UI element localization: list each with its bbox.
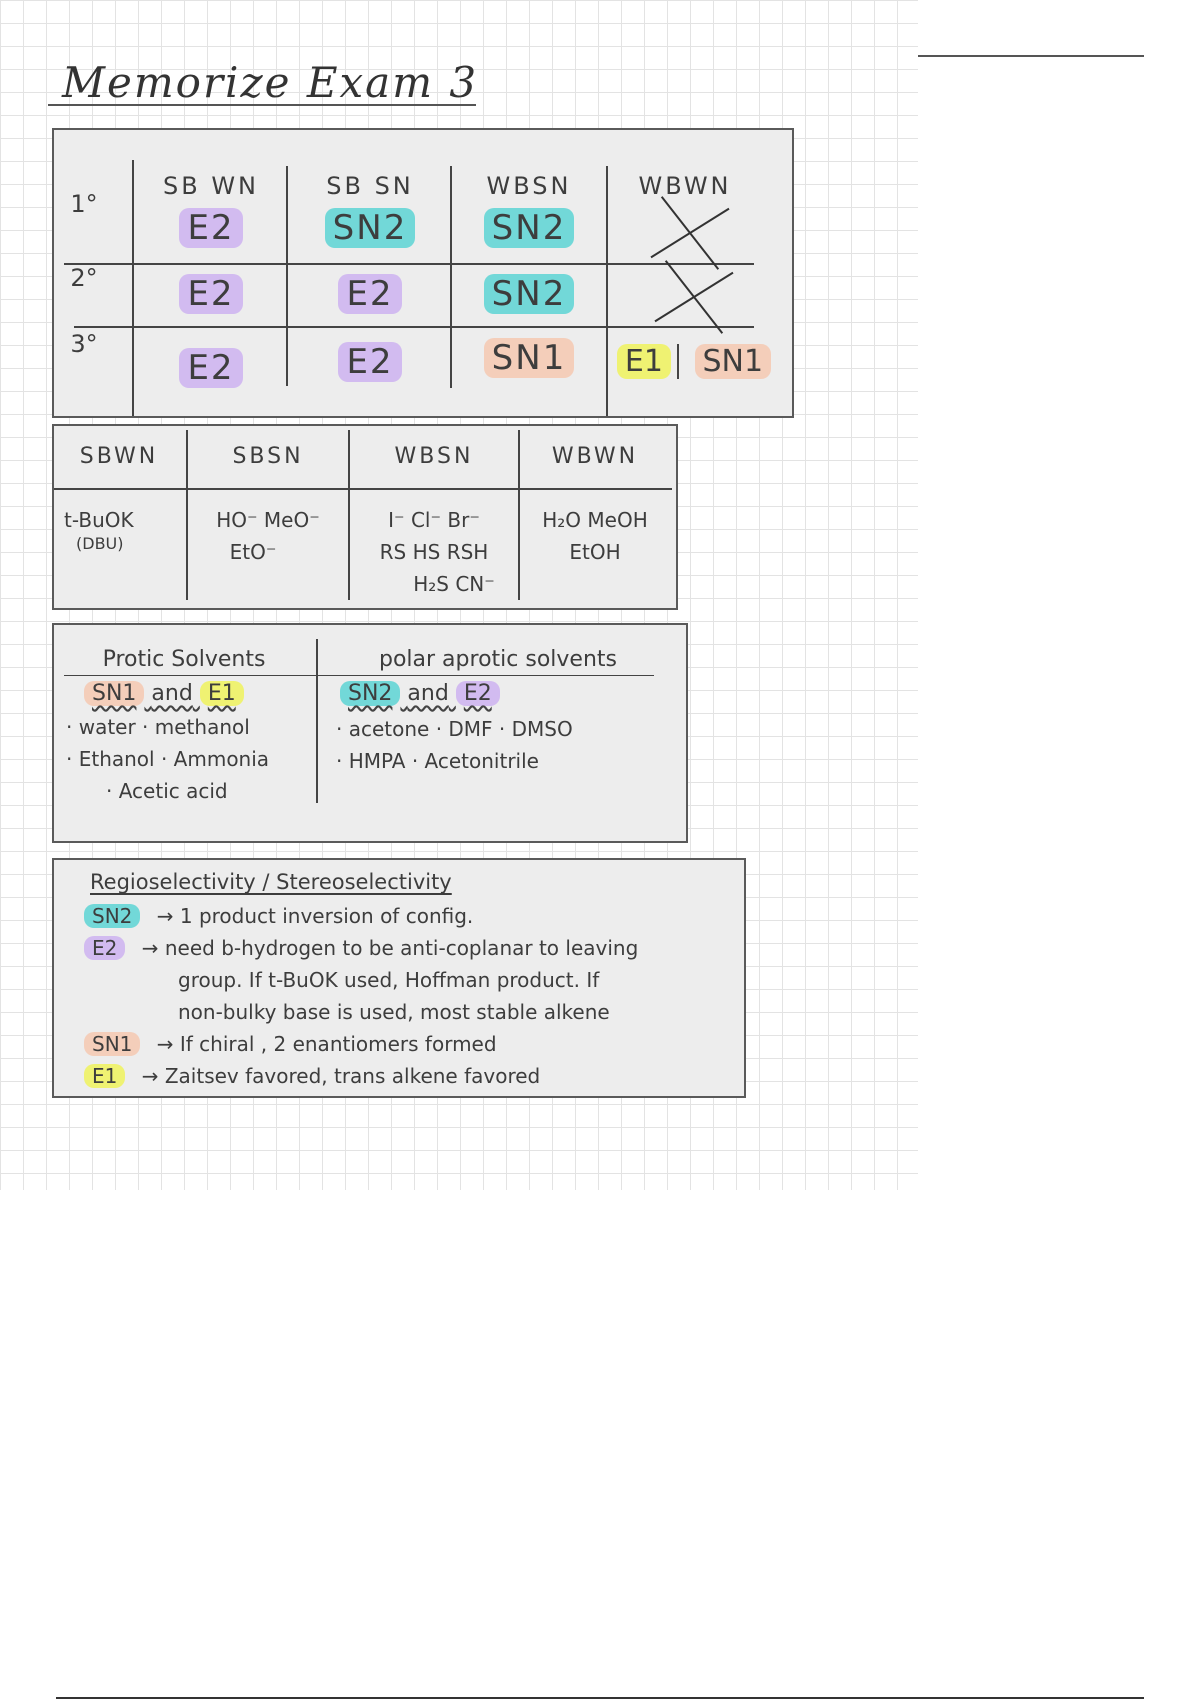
tag-sn1: SN1 [84, 1032, 140, 1056]
t2-header-wbwn: WBWN [551, 444, 639, 469]
cell-1-wbsn: SN2 [484, 208, 575, 248]
t1-header-sbsn: SB SN [326, 172, 414, 200]
t2-header-sbsn: SBSN [232, 444, 304, 469]
selectivity-line: non-bulky base is used, most stable alkene [178, 1000, 610, 1024]
aprotic-list [336, 713, 573, 777]
protic-list [66, 711, 269, 807]
page-title: Memorize Exam 3 [62, 58, 479, 107]
cell-3-wbwn-sn1: SN1 [695, 344, 772, 379]
cell-2-sbsn: E2 [338, 274, 401, 314]
protic-subtitle [84, 681, 244, 706]
cross-out-1-wbwn [650, 206, 730, 260]
t1-header-wbwn: WBWN [638, 172, 732, 200]
selectivity-line [84, 1064, 540, 1088]
protic-e1: E1 [200, 681, 244, 706]
aprotic-item: · acetone · DMF · DMSO [336, 717, 573, 741]
t2-wbwn-line-2: EtOH [569, 540, 621, 564]
t2-header-sbwn: SBWN [79, 444, 159, 469]
cross-out-2-wbwn [654, 270, 734, 324]
aprotic-sn2: SN2 [340, 681, 400, 706]
row-label-tertiary: 3° [70, 330, 98, 358]
row-label-primary: 1° [70, 190, 98, 218]
aprotic-item: · HMPA · Acetonitrile [336, 749, 539, 773]
protic-item: · Ethanol · Ammonia [66, 747, 270, 771]
protic-sn1: SN1 [84, 681, 144, 706]
t2-sbsn-line-1: HO⁻ MeO⁻ [216, 508, 320, 532]
aprotic-title: polar aprotic solvents [379, 647, 617, 672]
cell-3-sbsn: E2 [338, 342, 401, 382]
selectivity-line [84, 1032, 497, 1056]
t2-sbsn-line-2: EtO⁻ [229, 540, 277, 564]
t2-wbsn-line-3: H₂S CN⁻ [413, 572, 495, 596]
header-rule [918, 55, 1144, 57]
selectivity-text: → 1 product inversion of config. [156, 904, 474, 928]
t1-header-wbsn: WBSN [486, 172, 572, 200]
selectivity-text: → Zaitsev favored, trans alkene favored [141, 1064, 541, 1088]
aprotic-subtitle [340, 681, 500, 706]
tag-e2: E2 [84, 936, 125, 960]
cell-1-sbwn: E2 [179, 208, 242, 248]
selectivity-title: Regioselectivity / Stereoselectivity [90, 870, 452, 894]
reaction-table [52, 128, 794, 418]
title-underline [48, 104, 476, 106]
t1-header-sbwn: SB WN [162, 172, 259, 200]
protic-and: and [151, 681, 193, 706]
selectivity-line [84, 936, 638, 960]
cell-2-wbsn: SN2 [484, 274, 575, 314]
base-nucleophile-table [52, 424, 678, 610]
tag-e1: E1 [84, 1064, 125, 1088]
selectivity-line: group. If t-BuOK used, Hoffman product. If [178, 968, 600, 992]
t2-header-wbsn: WBSN [394, 444, 474, 469]
cell-3-sbwn: E2 [179, 348, 242, 388]
selectivity-line [84, 904, 473, 928]
aprotic-e2: E2 [456, 681, 500, 706]
cell-1-sbsn: SN2 [325, 208, 416, 248]
protic-item: · Acetic acid [106, 779, 228, 803]
aprotic-and: and [407, 681, 449, 706]
t2-sbwn-line-1: t-BuOK [64, 508, 134, 532]
t2-sbwn-line-2: (DBU) [76, 534, 124, 553]
solvents-box [52, 623, 688, 843]
row-label-secondary: 2° [70, 264, 98, 292]
tag-sn2: SN2 [84, 904, 140, 928]
footer-rule [56, 1697, 1144, 1699]
protic-item: · water · methanol [66, 715, 250, 739]
t2-wbsn-line-1: I⁻ Cl⁻ Br⁻ [388, 508, 480, 532]
cell-3-wbwn-e1: E1 [617, 344, 671, 379]
selectivity-text: → If chiral , 2 enantiomers formed [156, 1032, 497, 1056]
protic-title: Protic Solvents [102, 647, 266, 672]
selectivity-text: → need b-hydrogen to be anti-coplanar to leaving [141, 936, 639, 960]
cell-3-wbsn: SN1 [484, 338, 575, 378]
selectivity-box [52, 858, 746, 1098]
t2-wbwn-line-1: H₂O MeOH [542, 508, 648, 532]
cell-2-sbwn: E2 [179, 274, 242, 314]
t2-wbsn-line-2: RS HS RSH [379, 540, 489, 564]
